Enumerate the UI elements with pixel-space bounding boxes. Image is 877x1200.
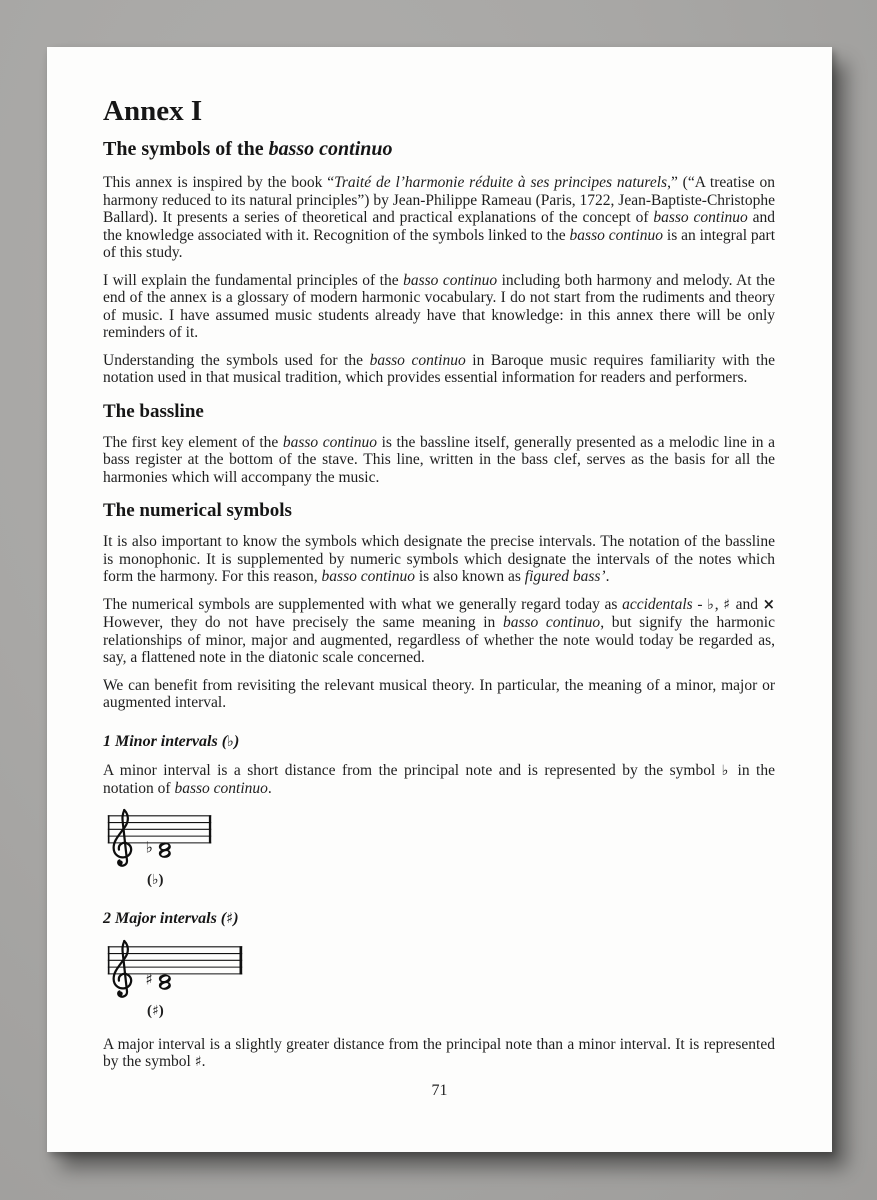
text-run: basso continuo xyxy=(282,433,377,451)
text-run: basso continuo xyxy=(174,780,268,798)
text-run: ♯ xyxy=(723,596,731,613)
text-run: Traité de l’harmonie réduite à ses principes naturels xyxy=(334,174,668,192)
paragraph-numerical-3 xyxy=(103,677,775,712)
section-heading-numerical-symbols: The numerical symbols xyxy=(103,500,292,522)
text-run: The numerical symbols are supplemented with what we generally regard today as xyxy=(103,595,623,613)
paragraph-major-intervals xyxy=(103,1036,775,1072)
subheading-minor-intervals xyxy=(103,733,775,751)
paragraph-intro-3 xyxy=(103,352,775,387)
treble-clef-icon xyxy=(114,941,132,997)
text-run: including both harmony and melody. At the end of the annex is a glossary of modern harmonic vocabulary. I do not start from the rudiments and theory of music. I have assumed music students already have that knowledge: in this annex there will be only reminders of it. xyxy=(103,271,776,342)
paragraph-intro-2 xyxy=(103,272,775,342)
text-run: basso continuo xyxy=(321,568,415,586)
text-run: ♭ xyxy=(707,596,715,613)
page-content xyxy=(47,47,832,1072)
staff-major-example xyxy=(103,939,248,1001)
text-run: This annex is inspired by the book “ xyxy=(103,174,335,192)
sharp-sign-icon: ♯ xyxy=(145,970,154,989)
text-run: × xyxy=(762,595,775,613)
text-run: in the notation of xyxy=(103,761,775,798)
text-run: ( xyxy=(147,871,152,888)
text-run: basso continuo xyxy=(403,271,498,289)
text-run: ( xyxy=(147,1002,152,1019)
whole-note-chord-icon xyxy=(159,974,171,989)
text-run: However, they do not have precisely the same meaning in xyxy=(103,614,503,632)
figure-minor-interval-notation xyxy=(103,808,775,889)
text-run: and the knowledge associated with it. Recognition of the symbols linked to the xyxy=(103,209,775,244)
text-run: , but signify the harmonic relationships of minor, major and augmented, regardless of whether the note would today be regarded as, say, a flattened note in the diatonic scale concerned. xyxy=(103,614,775,667)
treble-clef-icon xyxy=(114,810,132,866)
text-run: is also known as xyxy=(414,568,525,586)
document-subtitle xyxy=(103,138,775,161)
text-run: It is also important to know the symbols which designate the precise intervals. The notation of the bassline is monophonic. It is supplemented by numeric symbols which designate the intervals of the notes which form the harmony. For this reason, xyxy=(103,533,775,586)
text-run: ♭ xyxy=(152,871,159,888)
paragraph-numerical-2 xyxy=(103,596,775,667)
text-run: ) xyxy=(158,1002,164,1019)
annex-title: Annex I xyxy=(103,95,203,127)
text-run: 1 Minor intervals ( xyxy=(103,732,228,750)
text-run: . xyxy=(201,1053,206,1071)
flat-sign-icon: ♭ xyxy=(145,838,153,857)
text-run: ) xyxy=(233,732,240,750)
paragraph-intro-1 xyxy=(103,174,775,262)
text-run: A minor interval is a short distance from the principal note and is represented by the symbol xyxy=(103,761,722,779)
text-run: and xyxy=(730,595,763,613)
paragraph-bassline-1 xyxy=(103,434,775,487)
text-run: is an integral part of this study. xyxy=(103,226,776,262)
paragraph-minor-intervals xyxy=(103,762,775,798)
text-run: ) xyxy=(233,909,239,927)
subheading-major-intervals xyxy=(103,910,775,928)
text-run: basso continuo xyxy=(569,226,663,244)
text-run: figured bass’ xyxy=(524,568,606,586)
text-run: . xyxy=(267,780,272,798)
text-run: The first key element of the xyxy=(103,433,283,451)
text-run: ♯ xyxy=(194,1054,202,1071)
text-run: ♭ xyxy=(721,762,732,779)
text-run: Understanding the symbols used for the xyxy=(103,351,370,369)
figure-caption-sharp xyxy=(147,1003,775,1020)
text-run: basso continuo xyxy=(369,351,466,369)
figure-major-interval-notation xyxy=(103,939,775,1020)
text-run: I will explain the fundamental principles of the xyxy=(103,271,404,289)
text-run: The symbols of the xyxy=(103,138,269,161)
text-run: 2 Major intervals ( xyxy=(103,909,227,927)
text-run: ,” (“A treatise on harmony reduced to its natural principles”) by Jean-Philippe Rameau (Paris, 1722, Jean-Baptiste-Christophe Ballard). It presents a series of theoretical and practical explanations of the concept of xyxy=(103,174,775,227)
text-run: . xyxy=(605,568,610,586)
text-run: A major interval is a slightly greater distance from the principal note than a minor interval. It is represented by the symbol xyxy=(103,1035,775,1071)
text-run: - xyxy=(692,595,708,613)
text-run: basso continuo xyxy=(653,209,748,227)
paragraph-numerical-1 xyxy=(103,533,775,586)
text-run: ♯ xyxy=(152,1002,159,1019)
text-run: , xyxy=(714,595,724,613)
text-run: accidentals xyxy=(622,595,693,613)
text-run: ♯ xyxy=(226,909,234,927)
text-run: is the bassline itself, generally presented as a melodic line in a bass register at the bottom of the stave. This line, written in the bass clef, serves as the basis for all the harmonies which will accompany the music. xyxy=(103,433,775,486)
text-run: We can benefit from revisiting the relevant musical theory. In particular, the meaning of a minor, major or augmented interval. xyxy=(103,676,775,712)
section-heading-bassline: The bassline xyxy=(103,400,204,422)
staff-minor-example xyxy=(103,808,217,870)
text-run: ♭ xyxy=(227,732,234,750)
whole-note-chord-icon xyxy=(159,842,171,857)
text-run: ) xyxy=(158,871,164,888)
page-number: 71 xyxy=(431,1082,448,1099)
text-run: basso continuo xyxy=(502,614,601,632)
text-run: in Baroque music requires familiarity with the notation used in that musical tradition, which provides essential information for readers and performers. xyxy=(103,351,775,387)
document-page xyxy=(47,47,832,1152)
text-run: basso continuo xyxy=(268,138,393,161)
figure-caption-flat xyxy=(147,872,775,889)
